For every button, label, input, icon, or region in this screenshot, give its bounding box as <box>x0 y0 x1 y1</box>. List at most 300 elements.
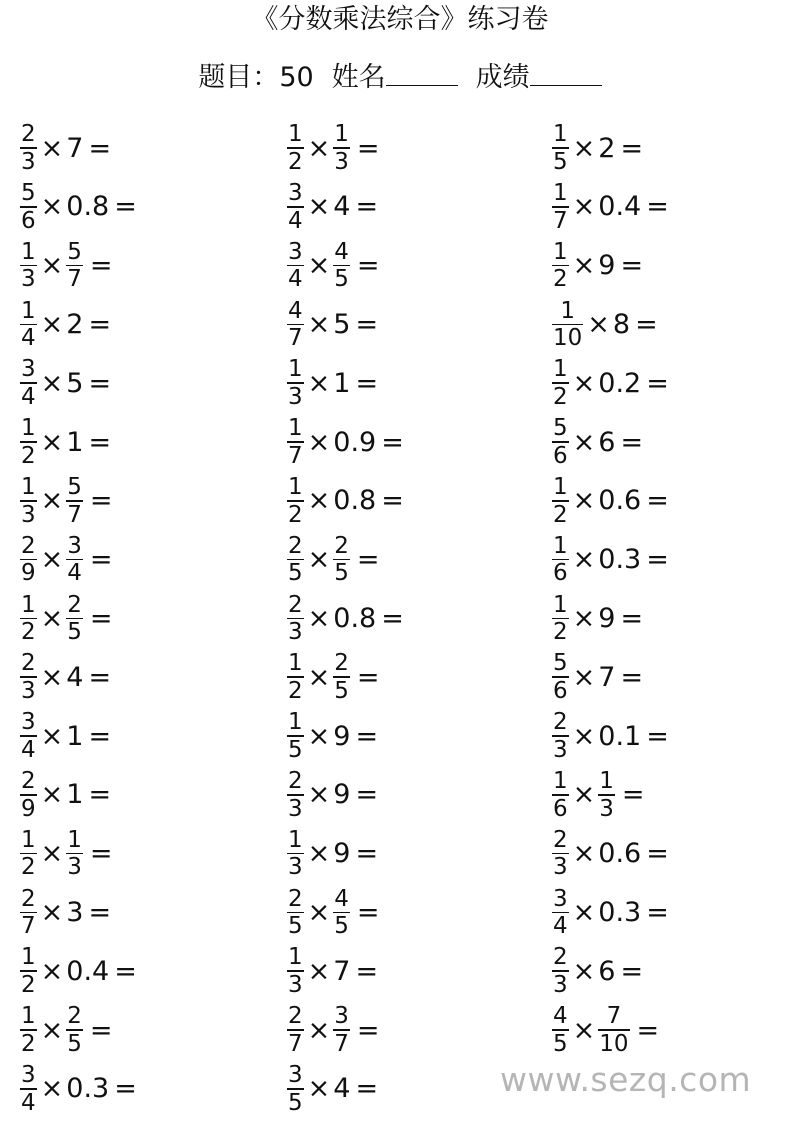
denominator: 2 <box>21 442 36 469</box>
fraction <box>598 769 615 821</box>
problem-item <box>20 179 137 235</box>
equals-sign: = <box>89 544 113 576</box>
times-sign: × <box>572 779 596 811</box>
times-sign: × <box>572 485 596 517</box>
whole-number: 1 <box>333 367 351 399</box>
fraction <box>552 240 569 292</box>
fraction <box>287 1063 304 1115</box>
whole-number: 4 <box>66 661 84 693</box>
whole-number: 8 <box>612 308 631 340</box>
whole-number: 1 <box>66 720 84 752</box>
denominator: 2 <box>553 619 568 646</box>
equals-sign: = <box>356 1014 380 1046</box>
whole-number: 0.4 <box>66 955 110 987</box>
numerator: 1 <box>288 474 303 500</box>
problem-item <box>287 1061 378 1117</box>
problem-item <box>552 179 669 235</box>
problem-item <box>287 355 378 411</box>
denominator: 9 <box>21 560 36 587</box>
problem-item <box>287 767 378 823</box>
denominator: 5 <box>334 266 349 293</box>
numerator: 2 <box>288 1003 303 1030</box>
equals-sign: = <box>88 132 112 164</box>
numerator: 3 <box>21 709 36 736</box>
whole-number: 9 <box>333 720 351 752</box>
equals-sign: = <box>355 1073 379 1105</box>
equals-sign: = <box>356 896 380 928</box>
times-sign: × <box>40 426 64 458</box>
denominator: 5 <box>334 677 349 704</box>
whole-number: 4 <box>333 191 351 223</box>
problem-item <box>20 826 113 882</box>
whole-number: 0.3 <box>598 544 642 576</box>
fraction <box>552 534 569 586</box>
problem-item <box>20 649 111 705</box>
problem-item <box>20 473 113 529</box>
denominator: 4 <box>21 383 36 410</box>
denominator: 2 <box>553 383 568 410</box>
denominator: 3 <box>288 971 303 998</box>
numerator: 5 <box>553 415 568 442</box>
problem-item <box>552 767 645 823</box>
whole-number: 9 <box>598 602 616 634</box>
times-sign: × <box>307 367 331 399</box>
problem-item <box>20 532 113 588</box>
denominator: 2 <box>288 148 303 175</box>
whole-number: 3 <box>66 896 84 928</box>
equals-sign: = <box>381 426 404 458</box>
problem-item <box>287 179 378 235</box>
fraction <box>552 357 569 409</box>
numerator: 2 <box>553 709 568 736</box>
denominator: 3 <box>21 148 36 175</box>
whole-number: 6 <box>598 955 616 987</box>
denominator: 3 <box>67 854 82 881</box>
problem-item <box>287 532 380 588</box>
fraction <box>287 710 304 762</box>
denominator: 9 <box>21 795 36 822</box>
denominator: 3 <box>334 148 349 175</box>
equals-sign: = <box>89 1014 113 1046</box>
denominator: 4 <box>553 913 568 940</box>
denominator: 7 <box>288 325 303 352</box>
denominator: 6 <box>553 560 568 587</box>
denominator: 5 <box>334 560 349 587</box>
numerator: 2 <box>553 944 568 971</box>
equals-sign: = <box>89 485 113 517</box>
numerator: 1 <box>21 238 36 265</box>
problem-item <box>287 590 404 646</box>
problem-item <box>552 1002 659 1058</box>
fraction <box>66 475 83 527</box>
fraction <box>287 945 304 997</box>
denominator: 3 <box>288 383 303 410</box>
whole-number: 9 <box>333 838 351 870</box>
problem-item <box>552 943 643 999</box>
problem-item <box>287 414 404 470</box>
denominator: 2 <box>553 501 568 528</box>
fraction <box>66 828 83 880</box>
equals-sign: = <box>356 544 380 576</box>
denominator: 5 <box>553 1030 568 1057</box>
times-sign: × <box>307 132 331 164</box>
times-sign: × <box>307 426 331 458</box>
times-sign: × <box>572 426 596 458</box>
fraction <box>333 122 350 174</box>
problem-item <box>20 414 111 470</box>
numerator: 5 <box>67 474 82 500</box>
problem-item <box>287 296 378 352</box>
denominator: 3 <box>553 736 568 763</box>
equals-sign: = <box>620 132 644 164</box>
denominator: 2 <box>21 854 36 881</box>
whole-number: 7 <box>66 132 84 164</box>
equals-sign: = <box>636 1014 660 1046</box>
numerator: 1 <box>21 826 36 853</box>
denominator: 5 <box>67 619 82 646</box>
equals-sign: = <box>114 1073 137 1105</box>
denominator: 4 <box>67 560 82 587</box>
equals-sign: = <box>646 896 669 928</box>
numerator: 2 <box>21 885 36 912</box>
times-sign: × <box>572 720 596 752</box>
equals-sign: = <box>88 661 112 693</box>
fraction <box>20 475 37 527</box>
denominator: 4 <box>288 207 303 234</box>
fraction <box>20 651 37 703</box>
problem-item <box>20 1002 113 1058</box>
equals-sign: = <box>88 720 112 752</box>
fraction <box>287 475 304 527</box>
times-sign: × <box>587 308 610 340</box>
equals-sign: = <box>355 955 379 987</box>
numerator: 3 <box>288 238 303 265</box>
problem-item <box>552 826 669 882</box>
numerator: 1 <box>67 826 82 853</box>
whole-number: 2 <box>66 308 84 340</box>
numerator: 4 <box>553 1003 568 1030</box>
whole-number: 5 <box>66 367 84 399</box>
equals-sign: = <box>621 779 645 811</box>
numerator: 1 <box>553 591 568 618</box>
times-sign: × <box>40 838 64 870</box>
denominator: 5 <box>288 560 303 587</box>
fraction <box>552 1004 569 1056</box>
numerator: 1 <box>21 415 36 442</box>
times-sign: × <box>40 132 64 164</box>
times-sign: × <box>307 250 331 282</box>
numerator: 7 <box>606 1003 622 1030</box>
times-sign: × <box>307 838 331 870</box>
denominator: 4 <box>21 325 36 352</box>
fraction <box>20 357 37 409</box>
whole-number: 0.3 <box>598 896 642 928</box>
fraction <box>552 475 569 527</box>
worksheet-title: 《分数乘法综合》练习卷 <box>251 4 549 35</box>
problem-item <box>552 296 658 352</box>
problem-item <box>552 473 669 529</box>
times-sign: × <box>307 896 331 928</box>
fraction <box>552 299 583 351</box>
denominator: 6 <box>21 207 36 234</box>
numerator: 1 <box>560 297 575 324</box>
equals-sign: = <box>381 485 404 517</box>
numerator: 1 <box>288 415 303 442</box>
problem-item <box>20 120 111 176</box>
whole-number: 1 <box>66 426 84 458</box>
denominator: 4 <box>21 736 36 763</box>
worksheet-header <box>0 58 800 98</box>
problem-item <box>287 884 380 940</box>
numerator: 1 <box>21 944 36 971</box>
numerator: 2 <box>288 885 303 912</box>
problem-item <box>20 1061 137 1117</box>
times-sign: × <box>572 602 596 634</box>
fraction <box>287 769 304 821</box>
fraction <box>333 887 350 939</box>
times-sign: × <box>307 720 331 752</box>
numerator: 1 <box>334 121 349 148</box>
numerator: 1 <box>553 356 568 383</box>
denominator: 5 <box>288 736 303 763</box>
problem-item <box>20 296 111 352</box>
equals-sign: = <box>88 367 112 399</box>
equals-sign: = <box>355 720 379 752</box>
problem-item <box>552 532 669 588</box>
fraction <box>20 122 37 174</box>
problem-item <box>552 708 669 764</box>
problem-count: 50 <box>279 62 314 93</box>
denominator: 2 <box>21 1030 36 1057</box>
numerator: 1 <box>21 474 36 500</box>
whole-number: 0.2 <box>598 367 642 399</box>
problem-item <box>287 1002 380 1058</box>
denominator: 7 <box>67 501 82 528</box>
problem-item <box>552 590 643 646</box>
equals-sign: = <box>88 426 112 458</box>
times-sign: × <box>307 602 331 634</box>
whole-number: 0.8 <box>333 602 377 634</box>
fraction <box>287 240 304 292</box>
problem-item <box>20 590 113 646</box>
problem-item <box>552 355 669 411</box>
numerator: 3 <box>334 1003 349 1030</box>
numerator: 3 <box>288 1062 303 1088</box>
numerator: 2 <box>21 532 36 559</box>
numerator: 1 <box>288 121 303 148</box>
equals-sign: = <box>355 308 379 340</box>
fraction <box>598 1004 629 1056</box>
denominator: 3 <box>21 501 36 528</box>
denominator: 3 <box>21 266 36 293</box>
fraction <box>287 357 304 409</box>
watermark: www.sezq.com <box>500 1060 752 1099</box>
equals-sign: = <box>646 544 669 576</box>
equals-sign: = <box>356 132 380 164</box>
fraction <box>66 534 83 586</box>
numerator: 1 <box>553 768 568 794</box>
numerator: 2 <box>21 121 36 148</box>
equals-sign: = <box>89 838 113 870</box>
numerator: 2 <box>288 768 303 794</box>
fraction <box>20 593 37 645</box>
times-sign: × <box>572 896 596 928</box>
denominator: 4 <box>288 266 303 293</box>
equals-sign: = <box>356 250 380 282</box>
denominator: 3 <box>21 677 36 704</box>
problem-item <box>20 884 111 940</box>
equals-sign: = <box>646 485 669 517</box>
numerator: 4 <box>334 885 349 912</box>
denominator: 3 <box>288 854 303 881</box>
numerator: 3 <box>553 885 568 912</box>
numerator: 4 <box>288 297 303 324</box>
fraction <box>20 416 37 468</box>
denominator: 10 <box>599 1030 629 1057</box>
fraction <box>287 828 304 880</box>
equals-sign: = <box>88 308 112 340</box>
fraction <box>20 945 37 997</box>
fraction <box>20 240 37 292</box>
fraction <box>20 887 37 939</box>
denominator: 7 <box>67 266 82 293</box>
times-sign: × <box>572 250 596 282</box>
times-sign: × <box>307 1073 331 1105</box>
equals-sign: = <box>114 955 137 987</box>
numerator: 1 <box>553 474 568 500</box>
equals-sign: = <box>646 720 669 752</box>
equals-sign: = <box>88 779 112 811</box>
equals-sign: = <box>355 838 379 870</box>
fraction <box>552 122 569 174</box>
denominator: 2 <box>21 971 36 998</box>
fraction <box>66 593 83 645</box>
whole-number: 9 <box>598 250 616 282</box>
denominator: 2 <box>288 677 303 704</box>
times-sign: × <box>307 779 331 811</box>
fraction <box>20 710 37 762</box>
times-sign: × <box>307 308 331 340</box>
equals-sign: = <box>620 955 644 987</box>
times-sign: × <box>40 367 64 399</box>
times-sign: × <box>572 544 596 576</box>
numerator: 1 <box>288 944 303 971</box>
times-sign: × <box>40 602 64 634</box>
whole-number: 5 <box>333 308 351 340</box>
times-sign: × <box>40 544 64 576</box>
numerator: 2 <box>21 768 36 794</box>
fraction <box>552 593 569 645</box>
equals-sign: = <box>356 661 380 693</box>
fraction <box>287 122 304 174</box>
denominator: 5 <box>334 913 349 940</box>
denominator: 6 <box>553 442 568 469</box>
denominator: 5 <box>288 913 303 940</box>
problem-item <box>287 943 378 999</box>
denominator: 6 <box>553 677 568 704</box>
times-sign: × <box>572 661 596 693</box>
fraction <box>287 887 304 939</box>
problem-item <box>552 884 669 940</box>
whole-number: 7 <box>333 955 351 987</box>
times-sign: × <box>40 955 64 987</box>
score-label: 成绩 <box>475 62 530 93</box>
denominator: 3 <box>288 619 303 646</box>
whole-number: 6 <box>598 426 616 458</box>
equals-sign: = <box>620 250 644 282</box>
denominator: 4 <box>21 1089 36 1116</box>
times-sign: × <box>40 1014 64 1046</box>
fraction <box>552 828 569 880</box>
numerator: 2 <box>67 1003 82 1030</box>
fraction <box>287 651 304 703</box>
fraction <box>552 416 569 468</box>
times-sign: × <box>307 544 331 576</box>
denominator: 7 <box>288 442 303 469</box>
fraction <box>20 299 37 351</box>
fraction <box>20 181 37 233</box>
whole-number: 4 <box>333 1073 351 1105</box>
denominator: 3 <box>553 854 568 881</box>
denominator: 7 <box>553 207 568 234</box>
problem-item <box>552 238 643 294</box>
fraction <box>287 299 304 351</box>
denominator: 2 <box>288 501 303 528</box>
topic-label: 题目： <box>198 62 280 93</box>
whole-number: 9 <box>333 779 351 811</box>
numerator: 2 <box>21 650 36 677</box>
name-blank[interactable] <box>386 59 458 86</box>
times-sign: × <box>307 485 331 517</box>
times-sign: × <box>572 838 596 870</box>
fraction <box>20 828 37 880</box>
numerator: 1 <box>288 650 303 677</box>
numerator: 5 <box>67 238 82 265</box>
times-sign: × <box>40 661 64 693</box>
equals-sign: = <box>646 191 669 223</box>
whole-number: 0.8 <box>333 485 377 517</box>
numerator: 1 <box>288 826 303 853</box>
fraction <box>552 651 569 703</box>
equals-sign: = <box>620 602 644 634</box>
problem-item <box>287 708 378 764</box>
equals-sign: = <box>620 661 644 693</box>
whole-number: 0.3 <box>66 1073 110 1105</box>
numerator: 2 <box>67 591 82 618</box>
times-sign: × <box>572 367 596 399</box>
denominator: 3 <box>288 795 303 822</box>
numerator: 2 <box>334 650 349 677</box>
equals-sign: = <box>635 308 658 340</box>
whole-number: 0.6 <box>598 485 642 517</box>
times-sign: × <box>572 191 596 223</box>
denominator: 10 <box>553 325 583 352</box>
denominator: 5 <box>553 148 568 175</box>
fraction <box>333 651 350 703</box>
fraction <box>552 945 569 997</box>
equals-sign: = <box>88 896 112 928</box>
denominator: 7 <box>334 1030 349 1057</box>
equals-sign: = <box>381 602 404 634</box>
denominator: 2 <box>21 619 36 646</box>
whole-number: 1 <box>66 779 84 811</box>
times-sign: × <box>307 191 331 223</box>
numerator: 3 <box>67 532 82 559</box>
score-blank[interactable] <box>530 59 602 86</box>
equals-sign: = <box>620 426 644 458</box>
times-sign: × <box>572 1014 596 1046</box>
times-sign: × <box>572 132 596 164</box>
